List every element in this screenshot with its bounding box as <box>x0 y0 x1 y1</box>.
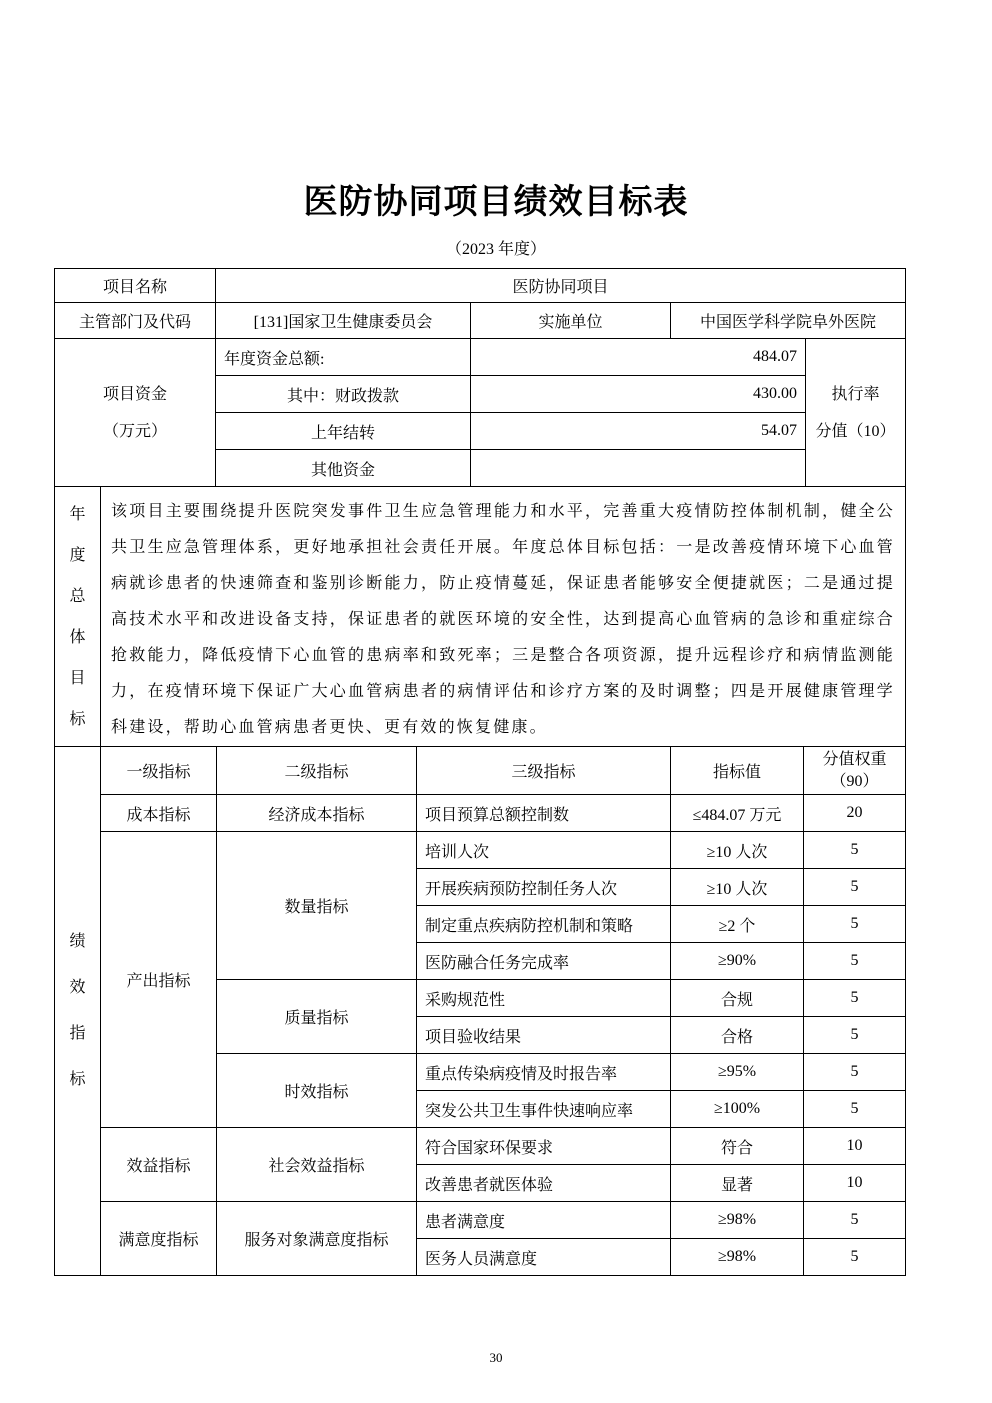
funding-section-label <box>55 339 216 487</box>
indicator-row <box>55 832 906 869</box>
indicators-section-label <box>55 747 101 1276</box>
score-cell: 5 <box>804 906 906 943</box>
score-cell: 5 <box>804 1239 906 1276</box>
indicator-value-cell: ≥10 人次 <box>671 869 804 906</box>
level3-cell: 采购规范性 <box>417 980 671 1017</box>
level3-cell: 制定重点疾病防控机制和策略 <box>417 906 671 943</box>
indicator-value-cell: ≥90% <box>671 943 804 980</box>
level3-cell: 突发公共卫生事件快速响应率 <box>417 1091 671 1128</box>
execution-rate-line1: 执行率 <box>831 385 880 403</box>
header-level3: 三级指标 <box>417 747 671 795</box>
project-name-value: 医防协同项目 <box>216 269 906 303</box>
project-name-row <box>55 269 906 303</box>
funding-fiscal-label: 其中：财政拨款 <box>216 376 471 413</box>
score-cell: 5 <box>804 869 906 906</box>
level1-cell: 产出指标 <box>101 832 217 1128</box>
score-cell: 5 <box>804 943 906 980</box>
score-cell: 5 <box>804 1091 906 1128</box>
level3-cell: 培训人次 <box>417 832 671 869</box>
level3-cell: 重点传染病疫情及时报告率 <box>417 1054 671 1091</box>
level3-cell: 改善患者就医体验 <box>417 1165 671 1202</box>
indicator-value-cell: ≥2 个 <box>671 906 804 943</box>
page-subtitle: （2023 年度） <box>445 241 546 258</box>
level1-cell: 成本指标 <box>101 795 217 832</box>
indicator-row <box>55 1202 906 1239</box>
score-cell: 5 <box>804 1202 906 1239</box>
level3-cell: 医务人员满意度 <box>417 1239 671 1276</box>
indicator-row <box>55 1128 906 1165</box>
funding-carryover-value: 54.07 <box>471 413 806 450</box>
funding-section-label-line1: 项目资金 <box>102 385 167 403</box>
score-cell: 5 <box>804 832 906 869</box>
level3-cell: 项目验收结果 <box>417 1017 671 1054</box>
level2-cell: 质量指标 <box>217 980 417 1054</box>
header-level2: 二级指标 <box>217 747 417 795</box>
score-cell: 10 <box>804 1165 906 1202</box>
score-cell: 5 <box>804 980 906 1017</box>
score-cell: 10 <box>804 1128 906 1165</box>
tables-container <box>54 268 905 1276</box>
indicators-header-row <box>55 747 906 795</box>
annual-goal-table <box>54 486 906 747</box>
header-weight-line1: 分值权重 <box>822 750 887 768</box>
level3-cell: 开展疾病预防控制任务人次 <box>417 869 671 906</box>
indicator-value-cell: ≥98% <box>671 1202 804 1239</box>
level3-cell: 医防融合任务完成率 <box>417 943 671 980</box>
page-number: 30 <box>489 1350 503 1365</box>
annual-goal-section-label <box>55 487 101 747</box>
indicator-row <box>55 795 906 832</box>
funding-fiscal-value: 430.00 <box>471 376 806 413</box>
indicator-value-cell: 合格 <box>671 1017 804 1054</box>
annual-goal-vertical-label: 年度总体目标 <box>69 505 86 728</box>
annual-goal-row <box>55 487 906 747</box>
funding-section-label-line2: （万元） <box>102 422 167 440</box>
header-weight <box>804 747 906 795</box>
basic-info-table <box>54 268 906 339</box>
header-level1: 一级指标 <box>101 747 217 795</box>
indicator-value-cell: 符合 <box>671 1128 804 1165</box>
indicator-value-cell: ≥95% <box>671 1054 804 1091</box>
indicator-value-cell: ≤484.07 万元 <box>671 795 804 832</box>
header-value: 指标值 <box>671 747 804 795</box>
funding-carryover-label: 上年结转 <box>216 413 471 450</box>
department-value: [131]国家卫生健康委员会 <box>216 303 471 339</box>
indicator-value-cell: ≥98% <box>671 1239 804 1276</box>
indicators-vertical-label: 绩效指标 <box>69 933 86 1088</box>
indicator-value-cell: ≥100% <box>671 1091 804 1128</box>
annual-goal-text: 该项目主要围绕提升医院突发事件卫生应急管理能力和水平，完善重大疫情防控体制机制，健全公共卫生应急管理体系，更好地承担社会责任开展。年度总体目标包括：一是改善疫情环境下心血管病就诊患者的快速筛查和鉴别诊断能力，防止疫情蔓延，保证患者能够安全便捷就医；二是通过提高技术水平和改进设备支持，保证患者的就医环境的安全性，达到提高心血管病的急诊和重症综合抢救能力，降低疫情下心血管的患病率和致死率；三是整合各项资源，提升远程诊疗和病情监测能力，在疫情环境下保证广大心血管病患者的病情评估和诊疗方案的及时调整；四是开展健康管理学科建设，帮助心血管病患者更快、更有效的恢复健康。 <box>101 487 906 747</box>
level3-cell: 项目预算总额控制数 <box>417 795 671 832</box>
implementer-value: 中国医学科学院阜外医院 <box>671 303 906 339</box>
page-title: 医防协同项目绩效目标表 <box>303 183 689 221</box>
indicators-table <box>54 746 906 1276</box>
header-weight-line2: （90） <box>830 772 879 790</box>
score-cell: 5 <box>804 1054 906 1091</box>
department-row <box>55 303 906 339</box>
indicator-value-cell: 合规 <box>671 980 804 1017</box>
score-cell: 5 <box>804 1017 906 1054</box>
level2-cell: 社会效益指标 <box>217 1128 417 1202</box>
project-name-label: 项目名称 <box>55 269 216 303</box>
level1-cell: 效益指标 <box>101 1128 217 1202</box>
funding-row <box>55 339 906 376</box>
funding-other-value <box>471 450 806 487</box>
indicator-value-cell: ≥10 人次 <box>671 832 804 869</box>
level1-cell: 满意度指标 <box>101 1202 217 1276</box>
level2-cell: 数量指标 <box>217 832 417 980</box>
indicator-value-cell: 显著 <box>671 1165 804 1202</box>
level2-cell: 经济成本指标 <box>217 795 417 832</box>
level2-cell: 时效指标 <box>217 1054 417 1128</box>
funding-total-value: 484.07 <box>471 339 806 376</box>
score-cell: 20 <box>804 795 906 832</box>
funding-other-label: 其他资金 <box>216 450 471 487</box>
execution-rate-label <box>806 339 906 487</box>
funding-total-label: 年度资金总额: <box>216 339 471 376</box>
department-label: 主管部门及代码 <box>55 303 216 339</box>
level2-cell: 服务对象满意度指标 <box>217 1202 417 1276</box>
level3-cell: 符合国家环保要求 <box>417 1128 671 1165</box>
execution-rate-line2: 分值（10） <box>815 422 896 440</box>
implementer-label: 实施单位 <box>471 303 671 339</box>
level3-cell: 患者满意度 <box>417 1202 671 1239</box>
funding-table <box>54 338 906 487</box>
